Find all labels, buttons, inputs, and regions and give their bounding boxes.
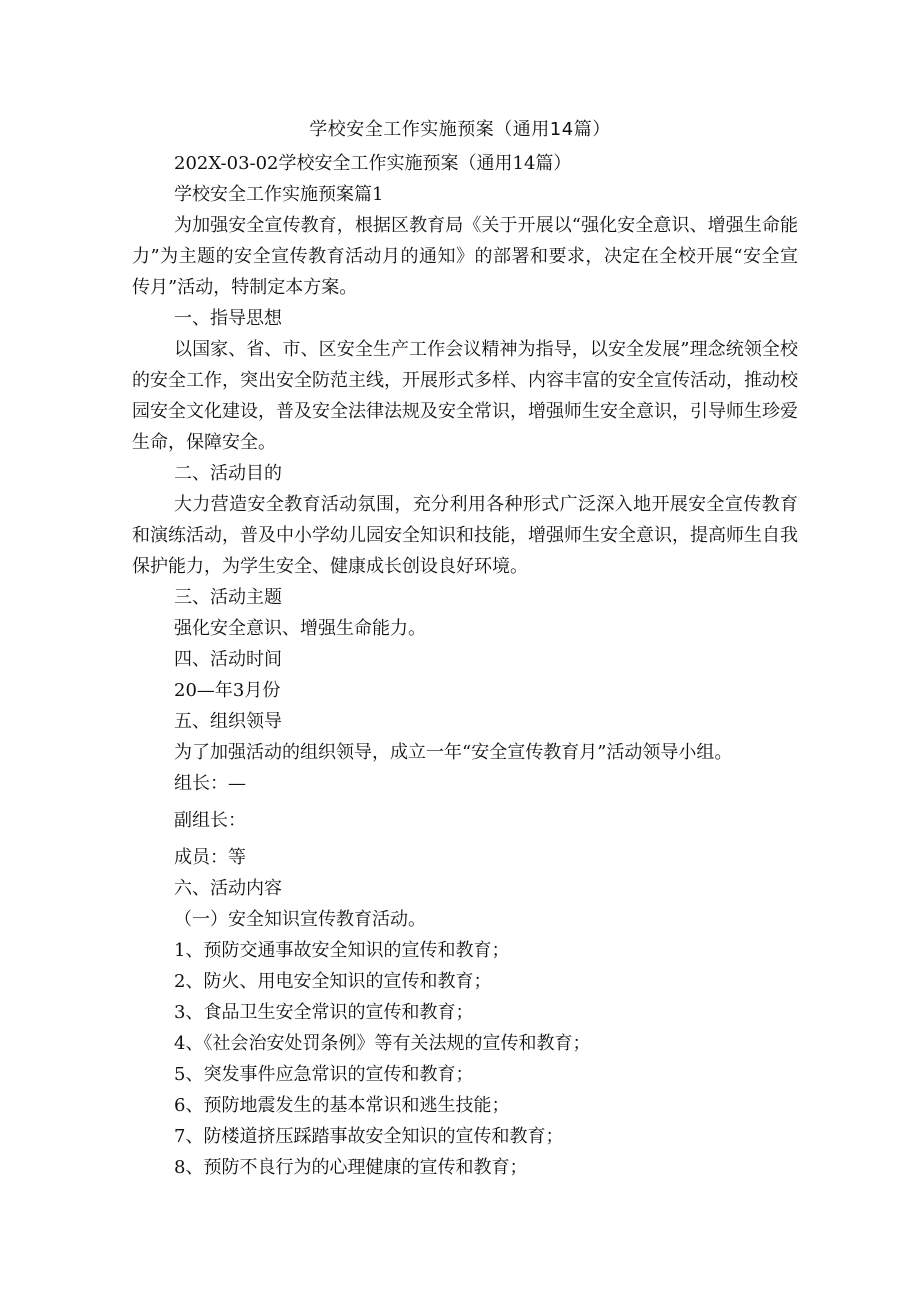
document-subtitle: 202X-03-02学校安全工作实施预案（通用14篇） — [174, 153, 572, 174]
list-item: 1、预防交通事故安全知识的宣传和教育； — [174, 940, 510, 961]
chapter-heading: 学校安全工作实施预案篇1 — [174, 184, 384, 205]
list-item: 8、预防不良行为的心理健康的宣传和教育； — [174, 1157, 528, 1178]
section2-heading: 二、活动目的 — [174, 463, 282, 484]
section3-paragraph: 强化安全意识、增强生命能力。 — [174, 618, 426, 639]
section2-paragraph: 大力营造安全教育活动氛围，充分利用各种形式广泛深入地开展安全宣传教育和演练活动，普及中小学幼儿园安全知识和技能，增强师生安全意识，提高师生自我保护能力，为学生安全、健康成长创设良好环境。 — [132, 494, 798, 577]
deputy-leader-line: 副组长： — [174, 810, 246, 831]
members-line: 成员：等 — [174, 847, 246, 868]
section3-heading: 三、活动主题 — [174, 587, 282, 608]
list-item: 2、防火、用电安全知识的宣传和教育； — [174, 971, 492, 992]
section5-heading: 五、组织领导 — [174, 711, 282, 732]
section4-heading: 四、活动时间 — [174, 649, 282, 670]
section1-heading: 一、指导思想 — [174, 308, 282, 329]
list-item: 6、预防地震发生的基本常识和逃生技能； — [174, 1095, 510, 1116]
intro-paragraph: 为加强安全宣传教育，根据区教育局《关于开展以“强化安全意识、增强生命能力”为主题的安全宣传教育活动月的通知》的部署和要求，决定在全校开展“安全宣传月”活动，特制定本方案。 — [132, 215, 798, 298]
section1-paragraph: 以国家、省、市、区安全生产工作会议精神为指导，以安全发展”理念统领全校的安全工作，突出安全防范主线，开展形式多样、内容丰富的安全宣传活动，推动校园安全文化建设，普及安全法律法规及安全常识，增强师生安全意识，引导师生珍爱生命，保障安全。 — [132, 339, 798, 453]
section6-heading: 六、活动内容 — [174, 878, 282, 899]
list-item: 7、防楼道挤压踩踏事故安全知识的宣传和教育； — [174, 1126, 564, 1147]
list-item: 5、突发事件应急常识的宣传和教育； — [174, 1064, 474, 1085]
list-item: 4、《社会治安处罚条例》等有关法规的宣传和教育； — [174, 1033, 591, 1054]
section6-subheading: （一）安全知识宣传教育活动。 — [174, 909, 426, 930]
document-title: 学校安全工作实施预案（通用14篇） — [309, 119, 611, 140]
leader-line: 组长：— — [174, 773, 246, 794]
section5-paragraph: 为了加强活动的组织领导，成立一年“安全宣传教育月”活动领导小组。 — [174, 742, 733, 763]
list-item: 3、食品卫生安全常识的宣传和教育； — [174, 1002, 474, 1023]
document-body — [132, 148, 798, 1183]
section4-paragraph: 20—年3月份 — [174, 680, 281, 701]
